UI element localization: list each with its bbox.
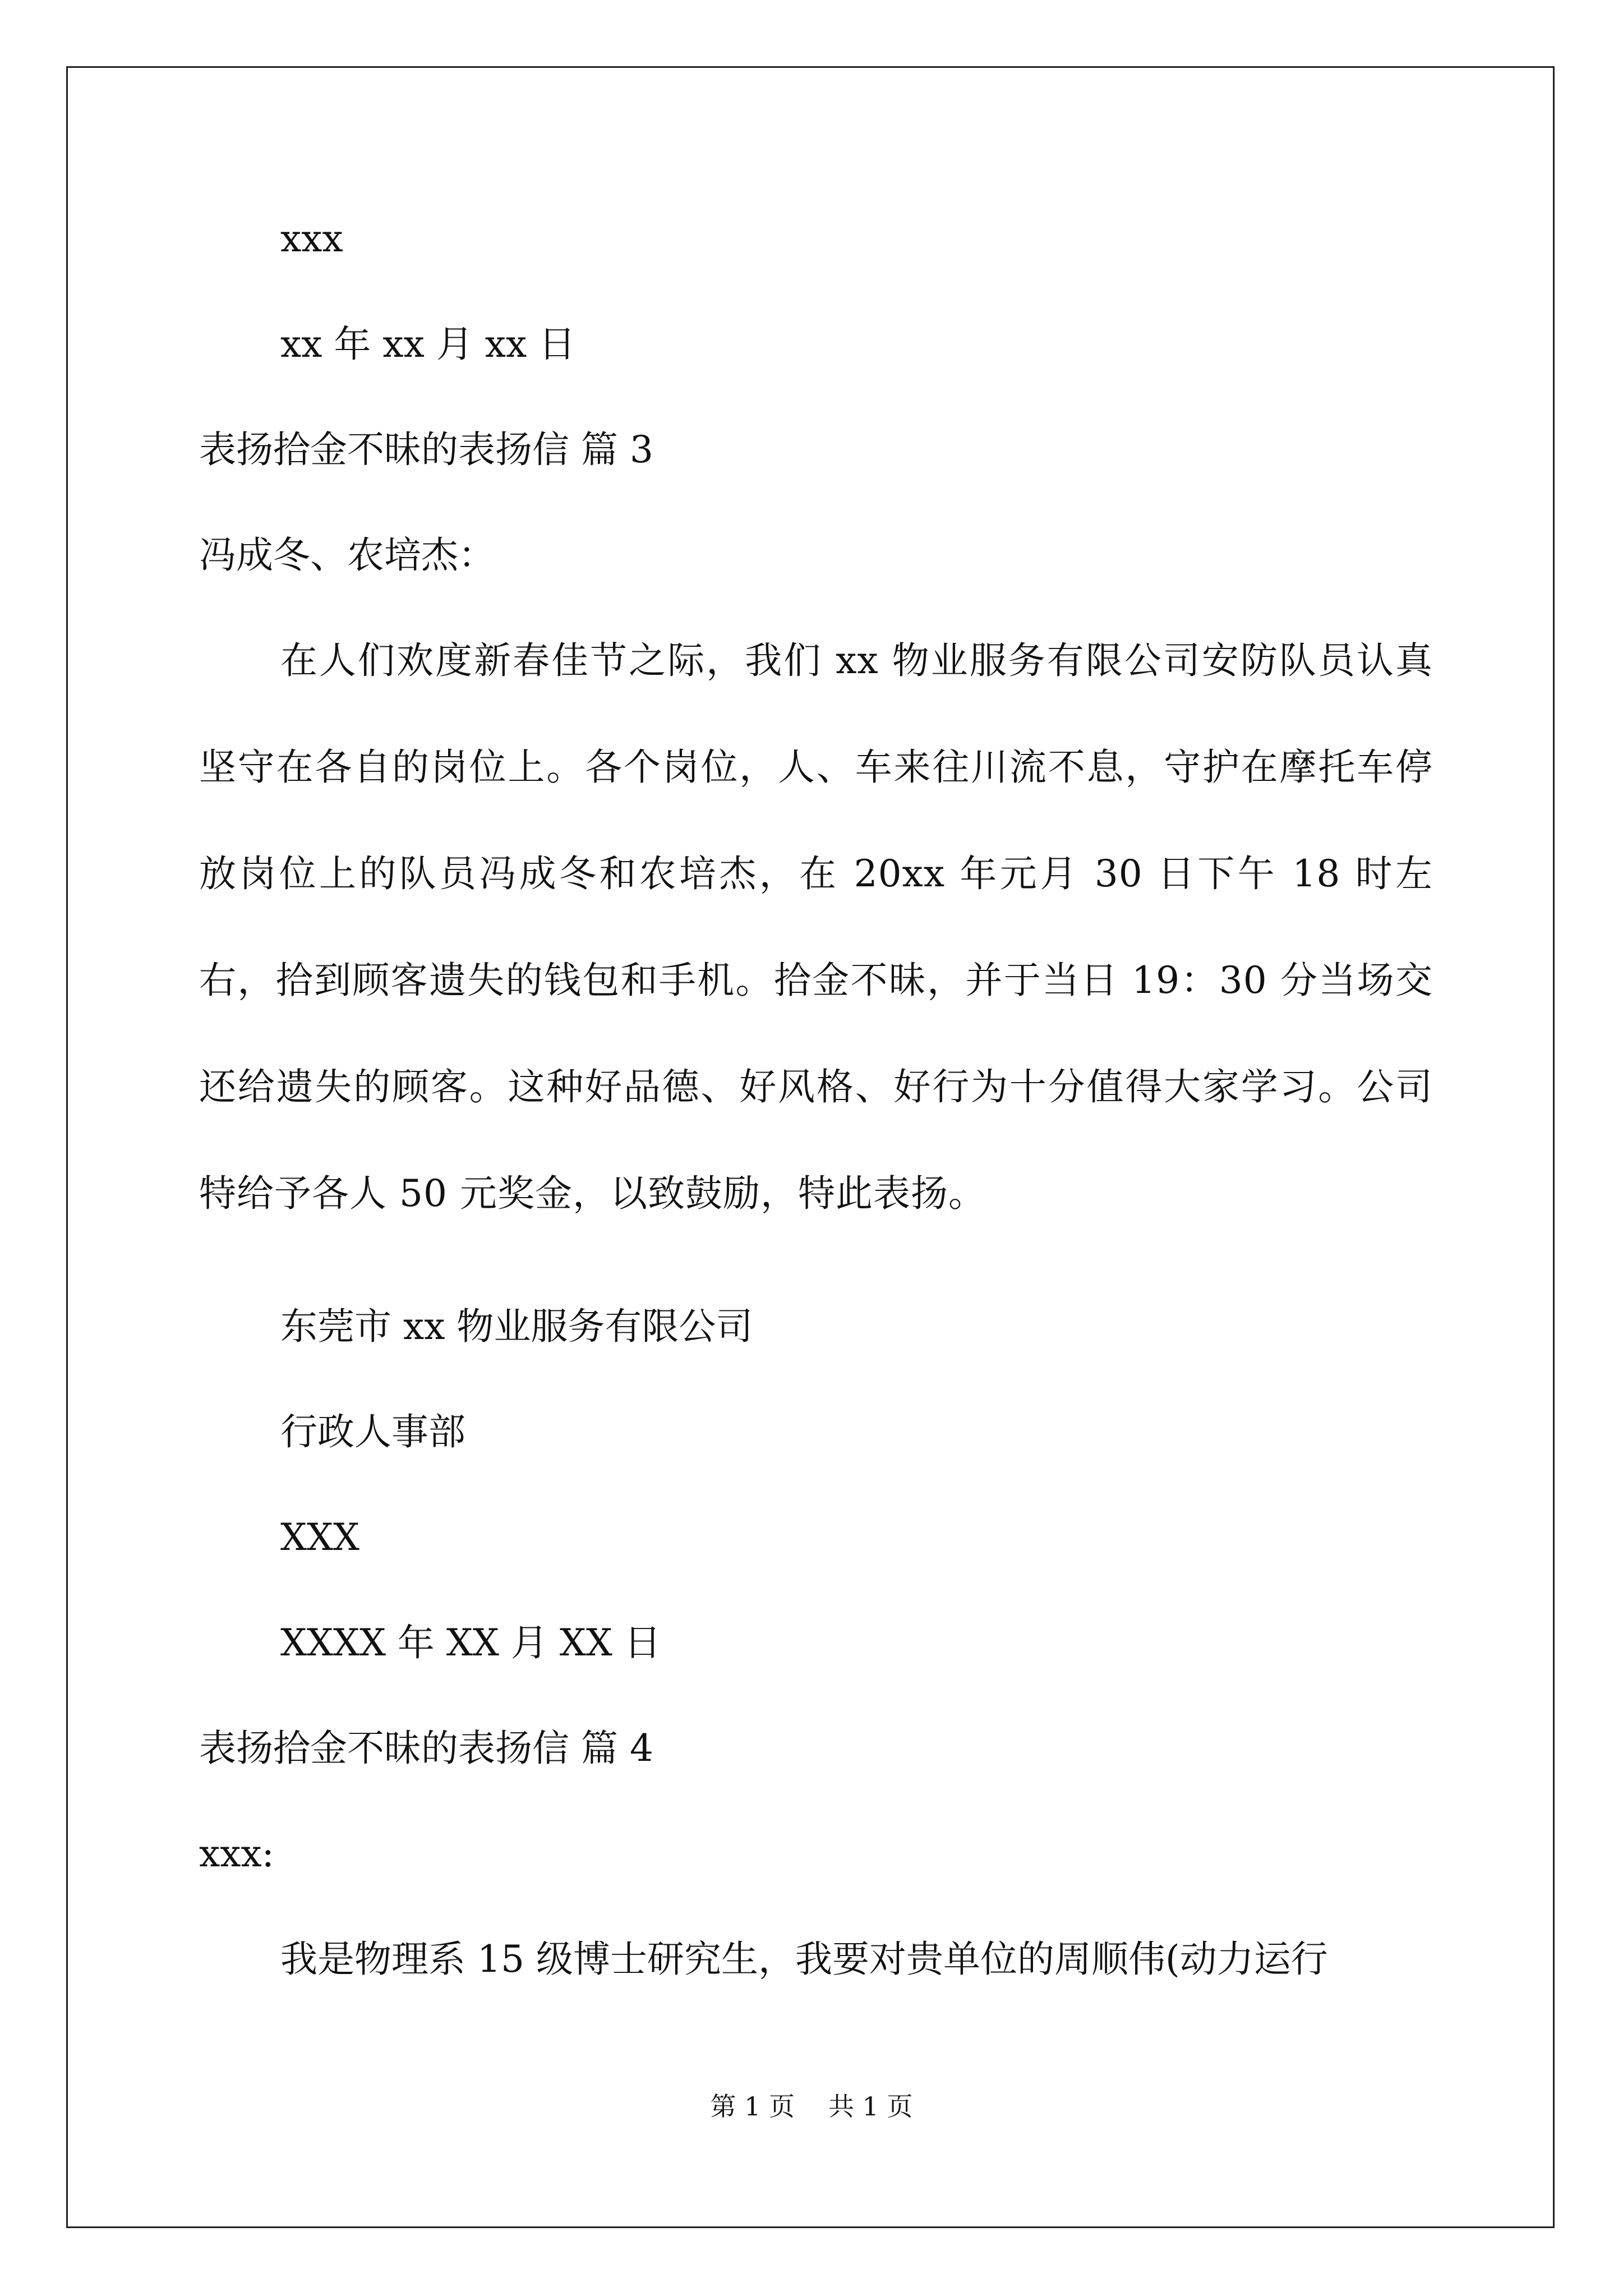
department-name: 行政人事部 bbox=[280, 1410, 465, 1453]
section-title-3: 表扬拾金不昧的表扬信 篇 3 bbox=[199, 428, 653, 471]
signature-name-2: XXX bbox=[280, 1516, 359, 1559]
document-body bbox=[199, 213, 1433, 1985]
signature-date: xx 年 xx 月 xx 日 bbox=[280, 323, 576, 366]
page-total: 共 1 页 bbox=[828, 2091, 913, 2122]
page-number: 第 1 页 bbox=[710, 2091, 795, 2122]
salutation-2: xxx: bbox=[199, 1832, 274, 1875]
body-paragraph: 在人们欢度新春佳节之际，我们 xx 物业服务有限公司安防队员认真坚守在各自的岗位上。各个岗位，人、车来往川流不息，守护在摩托车停放岗位上的队员冯成冬和农培杰，在 20xx 年元月 30 日下午 18 时左右，拾到顾客遗失的钱包和手机。拾金不昧，并于当日 19：30 分当场交还给遗失的顾客。这种好品德、好风格、好行为十分值得大家学习。公司特给予各人 50 元奖金，以致鼓励，特此表扬。 bbox=[199, 639, 1433, 1215]
section-title-4: 表扬拾金不昧的表扬信 篇 4 bbox=[199, 1727, 653, 1770]
page-footer bbox=[0, 2090, 1623, 2123]
company-name: 东莞市 xx 物业服务有限公司 bbox=[280, 1305, 753, 1348]
salutation: 冯成冬、农培杰： bbox=[199, 533, 495, 577]
body-paragraph-2: 我是物理系 15 级博士研究生，我要对贵单位的周顺伟(动力运行 bbox=[280, 1938, 1328, 1981]
signature-name: xxx bbox=[280, 217, 343, 260]
signature-date-2: XXXX 年 XX 月 XX 日 bbox=[280, 1621, 661, 1664]
